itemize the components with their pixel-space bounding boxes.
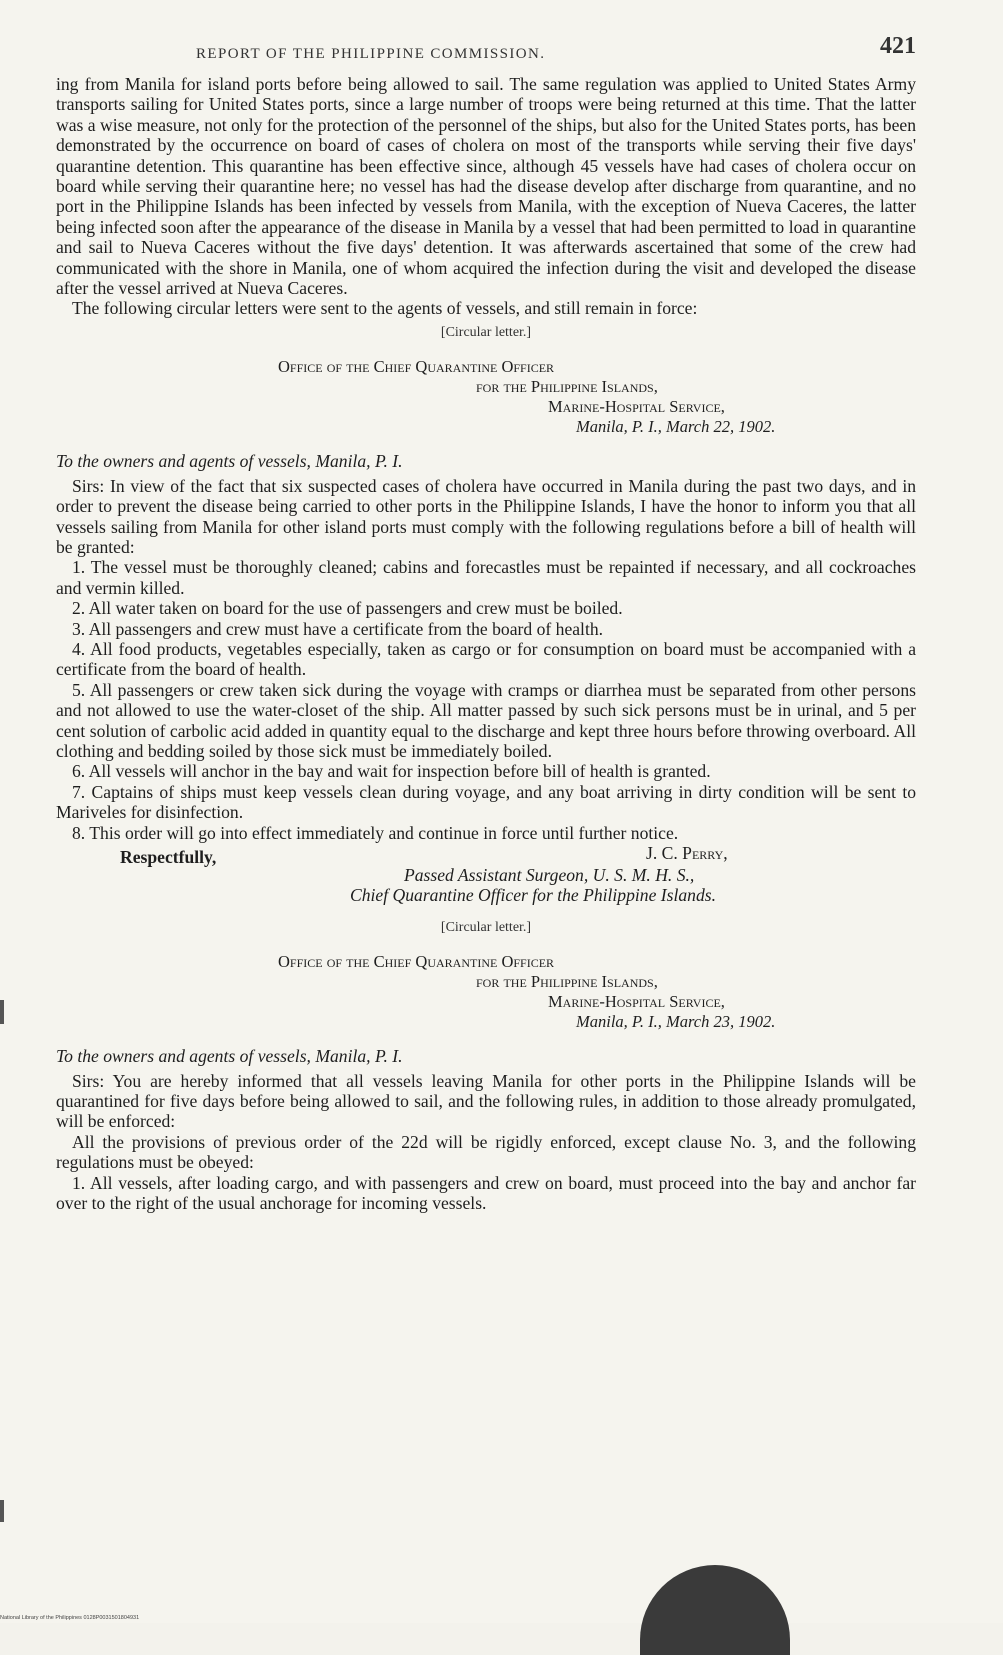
office-line: Office of the Chief Quarantine Officer <box>278 952 555 972</box>
rule-item: 6. All vessels will anchor in the bay and wait for inspection before bill of health is granted. <box>72 761 711 782</box>
intro-paragraph: ing from Manila for island ports before being allowed to sail. The same regulation was applied to United States Army transports sailing for United States ports, since a large number of troops were being returned at this time. That the latter was a wise measure, not only for the protection of the personnel of the ships, but also for the United States ports, has been demonstrated by the occurrence on board of cases of cholera on most of the transports while serving their five days' quarantine detention. This quarantine has been effective since, although 45 vessels have had cases of cholera occur on board while serving their quarantine here; no vessel has had the disease develop after discharge from quarantine, and no port in the Philippine Islands has been infected by vessels from Manila, with the exception of Nueva Caceres, the latter being infected soon after the appearance of the disease in Manila by a vessel that had been permitted to load in quarantine and sail to Nueva Caceres without the five days' detention. It was afterwards ascertained that some of the crew had communicated with the shore in Manila, one of whom acquired the infection during the visit and developed the disease after the vessel arrived at Nueva Caceres. <box>56 74 916 299</box>
signer-title: Passed Assistant Surgeon, U. S. M. H. S., <box>404 865 695 885</box>
office-line: Marine-Hospital Service, <box>548 397 725 417</box>
date-line: Manila, P. I., March 23, 1902. <box>576 1012 776 1032</box>
letter-body: Sirs: You are hereby informed that all vessels leaving Manila for other ports in the Philippine Islands will be quarantined for five days before being allowed to sail, and the following rules, in addition to those already promulgated, will be enforced: <box>56 1070 916 1132</box>
rule-item: 2. All water taken on board for the use of passengers and crew must be boiled. <box>72 598 623 619</box>
footer-note: National Library of the Philippines 0128P0031501804931 <box>0 1615 140 1621</box>
office-line: for the Philippine Islands, <box>476 972 658 992</box>
office-line: Marine-Hospital Service, <box>548 992 725 1012</box>
circular-letter-label: [Circular letter.] <box>440 324 532 340</box>
office-line: for the Philippine Islands, <box>476 377 658 397</box>
scan-edge-mark <box>0 1500 4 1522</box>
circular-letter-2 <box>56 918 916 1214</box>
office-heading <box>56 952 916 1032</box>
following-paragraph: The following circular letters were sent to the agents of vessels, and still remain in force: <box>72 298 698 319</box>
letter-address: To the owners and agents of vessels, Manila, P. I. <box>56 451 403 472</box>
signer-title: Chief Quarantine Officer for the Philippine Islands. <box>350 885 717 906</box>
office-heading <box>56 357 916 437</box>
rule-item: 3. All passengers and crew must have a certificate from the board of health. <box>72 618 604 639</box>
page-header <box>56 33 916 70</box>
signature-row <box>56 843 916 865</box>
circular-letter-label: [Circular letter.] <box>440 919 532 935</box>
provisions-paragraph: All the provisions of previous order of the 22d will be rigidly enforced, except clause No. 3, and the following regulations must be obeyed: <box>56 1131 916 1173</box>
letter-body: Sirs: In view of the fact that six suspected cases of cholera have occurred in Manila during the past two days, and in order to prevent the disease being carried to other ports in the Philippine Islands, I have the honor to inform you that all vessels sailing from Manila for other island ports must comply with the following regulations before a bill of health will be granted: <box>56 475 916 557</box>
closing-text: Respectfully, <box>120 847 217 867</box>
office-line: Office of the Chief Quarantine Officer <box>278 357 555 377</box>
rule-item: 5. All passengers or crew taken sick during the voyage with cramps or diarrhea must be separated from other persons and not allowed to use the water-closet of the ship. All matter passed by such sick persons must be in urinal, and 5 per cent solution of carbolic acid added in quantity equal to the discharge and kept three hours before throwing overboard. All clothing and bedding soiled by those sick must be immediately boiled. <box>56 679 916 761</box>
date-line: Manila, P. I., March 22, 1902. <box>576 417 776 437</box>
scanner-thumb-shadow <box>640 1565 790 1655</box>
running-head: REPORT OF THE PHILIPPINE COMMISSION. <box>196 46 546 62</box>
rule-item: 1. The vessel must be thoroughly cleaned; cabins and forecastles must be repainted if necessary, and all cockroaches and vermin killed. <box>56 557 916 598</box>
page-number: 421 <box>880 33 916 59</box>
signer-name: J. C. Perry, <box>646 843 728 863</box>
letter-address: To the owners and agents of vessels, Manila, P. I. <box>56 1046 403 1067</box>
rule-item: 4. All food products, vegetables especially, taken as cargo or for consumption on board must be accompanied with a certificate from the board of health. <box>56 638 916 680</box>
rule-item: 1. All vessels, after loading cargo, and with passengers and crew on board, must proceed into the bay and anchor far over to the right of the usual anchorage for incoming vessels. <box>56 1172 916 1214</box>
scan-edge-mark <box>0 1000 4 1024</box>
rule-item: 7. Captains of ships must keep vessels clean during voyage, and any boat arriving in dirty condition will be sent to Mariveles for disinfection. <box>56 781 916 823</box>
rule-item: 8. This order will go into effect immediately and continue in force until further notice. <box>72 822 679 843</box>
circular-letter-1 <box>56 323 916 906</box>
page-content <box>56 33 916 1214</box>
